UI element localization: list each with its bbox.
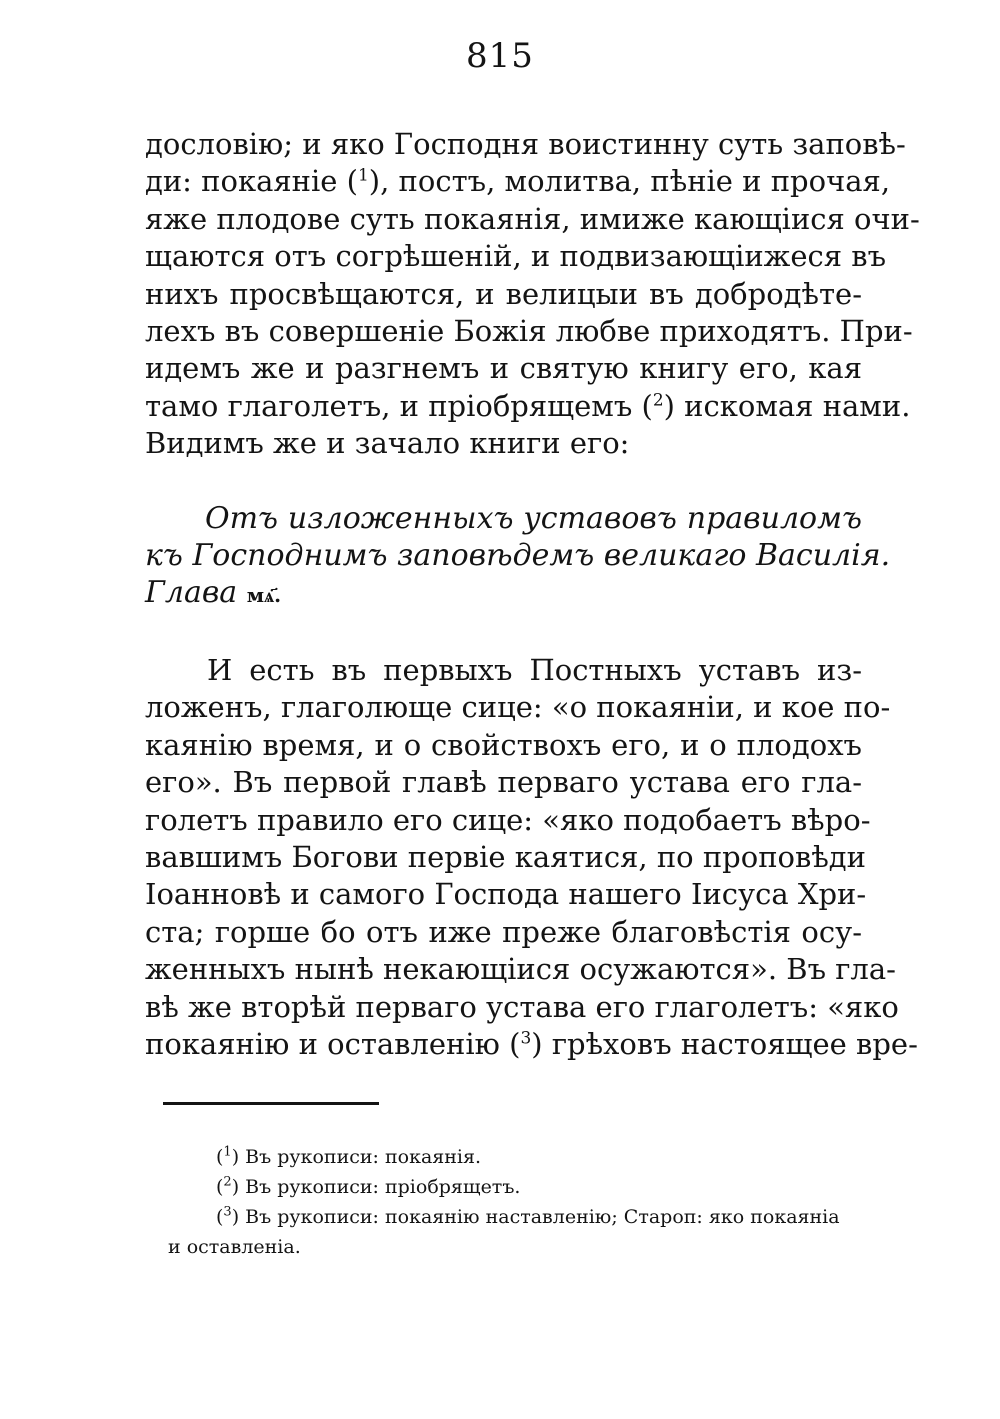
- para2-line-5: голетъ правило его сице: «яко подобаетъ вѣро-: [145, 802, 871, 837]
- chapter-number: мѧ҃.: [246, 583, 282, 607]
- chapter-heading: [145, 500, 891, 614]
- footnotes: [168, 1142, 868, 1262]
- footnote-mark: 2: [223, 1174, 232, 1190]
- para1-line-2: ди: покаяніе ($^1$), постъ, молитва, пѣніе и прочая,: [145, 164, 891, 199]
- para1-line-5: нихъ просвѣщаются, и велицыи въ добродѣте-: [145, 276, 862, 311]
- heading-glava: Глава: [145, 575, 238, 610]
- para1-line-4: щаются отъ согрѣшеній, и подвизающіижеся въ: [145, 239, 887, 274]
- footnote-2: ($^2$) Въ рукописи: пріобрящетъ.: [216, 1174, 521, 1198]
- footnote-1: ($^1$) Въ рукописи: покаянія.: [216, 1144, 482, 1168]
- footnote-rule: [163, 1102, 379, 1105]
- paragraph-1: [145, 126, 920, 463]
- footnote-ref: 3: [520, 1028, 532, 1049]
- para1-line-9: Видимъ же и зачало книги его:: [145, 426, 630, 461]
- paragraph-2: [145, 652, 918, 1063]
- footnote-3: ($^3$) Въ рукописи: покаянію наставленію; Староп: яко покаяніа: [216, 1204, 840, 1228]
- para1-line-6: лехъ въ совершеніе Божія любве приходятъ. При-: [145, 314, 913, 349]
- para1-line-1: дословію; и яко Господня воистинну суть заповѣ-: [145, 127, 906, 161]
- para2-line-2: ложенъ, глаголюще сице: «о покаяніи, и кое по-: [145, 690, 891, 725]
- page-number: 815: [466, 36, 534, 76]
- footnote-3-continuation: и оставленіа.: [168, 1236, 301, 1258]
- para2-line-9: женныхъ нынѣ некающіися осужаются». Въ гла-: [145, 952, 896, 987]
- para1-line-7: идемъ же и разгнемъ и святую книгу его, кая: [145, 351, 862, 386]
- footnote-mark: 3: [223, 1204, 232, 1220]
- para2-line-8: ста; горше бо отъ иже преже благовѣстія осу-: [145, 914, 862, 949]
- para2-line-6: вавшимъ Богови первіе каятися, по проповѣди: [145, 840, 866, 875]
- footnote-mark: 1: [223, 1144, 232, 1160]
- para1-line-3: яже плодове суть покаянія, имиже кающіися очи-: [145, 201, 920, 236]
- heading-line-2: къ Господнимъ заповѣдемъ великаго Василія.: [145, 538, 891, 573]
- heading-line-3: [145, 574, 862, 614]
- para2-line-4: его». Въ первой главѣ перваго устава его гла-: [145, 765, 862, 800]
- para2-line-7: Іоанновѣ и самого Господа нашего Іисуса Хри-: [145, 877, 867, 912]
- para2-line-11: покаянію и оставленію ($^3$) грѣховъ настоящее вре-: [145, 1027, 918, 1062]
- para2-line-10: вѣ же вторѣй перваго устава его глаголетъ: «яко: [145, 989, 899, 1024]
- footnote-ref: 1: [357, 165, 369, 186]
- para2-line-1: И есть въ первыхъ Постныхъ уставъ из-: [207, 653, 862, 687]
- para2-line-3: каянію время, и о свойствохъ его, и о плодохъ: [145, 727, 862, 762]
- para1-line-8: тамо глаголетъ, и пріобрящемъ ($^2$) искомая нами.: [145, 388, 911, 423]
- heading-line-1: Отъ изложенныхъ уставовъ правиломъ: [205, 501, 862, 536]
- footnote-ref: 2: [652, 390, 664, 411]
